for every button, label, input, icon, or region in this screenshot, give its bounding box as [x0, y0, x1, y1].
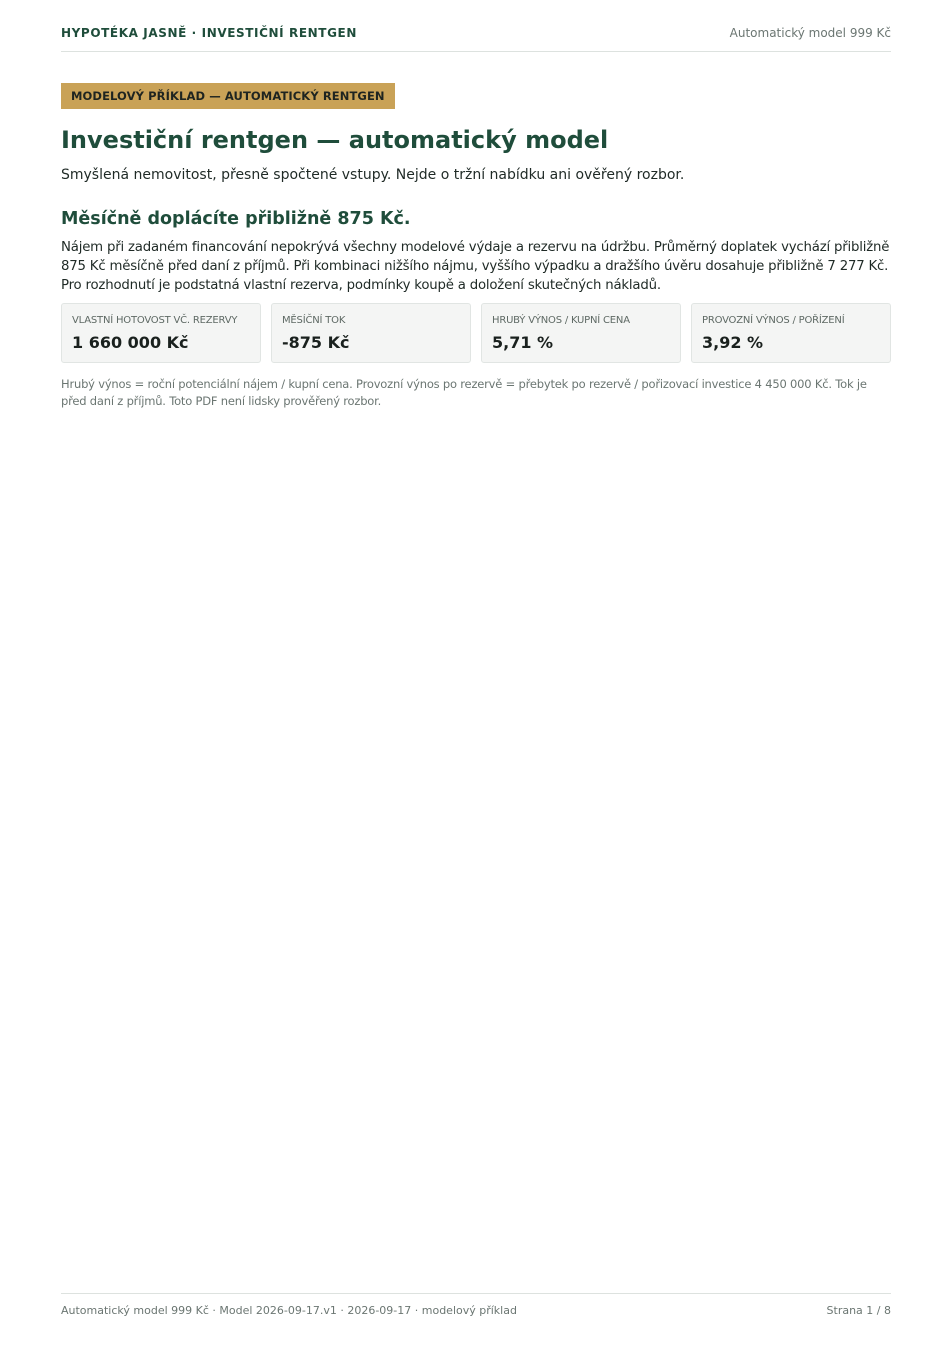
page-subtitle: Smyšlená nemovitost, přesně spočtené vstupy. Nejde o tržní nabídku ani ověřený rozbor. — [61, 167, 685, 183]
footer-model-info: Automatický model 999 Kč · Model 2026-09-17.v1 · 2026-09-17 · modelový příklad — [61, 1304, 517, 1317]
running-footer — [61, 1293, 891, 1319]
report-page — [61, 0, 891, 1347]
summary-paragraph: Nájem při zadaném financování nepokrývá všechny modelové výdaje a rezervu na údržbu. Průměrný doplatek vychází přibližně 875 Kč měsíčně před daní z příjmů. Při kombinaci nižšího nájmu, vyššího výpadku a dražšího úvěru dosahuje přibližně 7 277 Kč. Pro rozhodnutí je podstatná vlastní rezerva, podmínky koupě a doložení skutečných nákladů. — [61, 240, 890, 293]
example-badge: MODELOVÝ PŘÍKLAD — AUTOMATICKÝ RENTGEN — [61, 83, 395, 109]
kpi-label: MĚSÍČNÍ TOK — [282, 315, 346, 326]
kpi-card-gross-yield — [481, 303, 681, 363]
header-product-label: Automatický model 999 Kč — [729, 26, 891, 40]
summary-heading: Měsíčně doplácíte přibližně 875 Kč. — [61, 209, 411, 229]
kpi-value: -875 Kč — [282, 333, 350, 352]
kpi-value: 1 660 000 Kč — [72, 333, 189, 352]
kpi-label: PROVOZNÍ VÝNOS / POŘÍZENÍ — [702, 315, 845, 326]
kpi-card-operating-yield — [691, 303, 891, 363]
page-title: Investiční rentgen — automatický model — [61, 126, 609, 154]
kpi-card-own-cash — [61, 303, 261, 363]
brand-title: HYPOTÉKA JASNĚ · INVESTIČNÍ RENTGEN — [61, 26, 357, 40]
kpi-row — [61, 303, 891, 363]
kpi-value: 5,71 % — [492, 333, 554, 352]
kpi-value: 3,92 % — [702, 333, 764, 352]
methodology-footnote: Hrubý výnos = roční potenciální nájem / kupní cena. Provozní výnos po rezervě = přebytek po rezervě / pořizovací investice 4 450 000 Kč. Tok je před daní z příjmů. Toto PDF není lidsky prověřený rozbor. — [61, 377, 867, 408]
kpi-card-monthly-flow — [271, 303, 471, 363]
page-number: Strana 1 / 8 — [826, 1304, 891, 1317]
running-header — [61, 24, 891, 52]
kpi-label: VLASTNÍ HOTOVOST VČ. REZERVY — [72, 315, 238, 326]
kpi-label: HRUBÝ VÝNOS / KUPNÍ CENA — [492, 315, 630, 326]
